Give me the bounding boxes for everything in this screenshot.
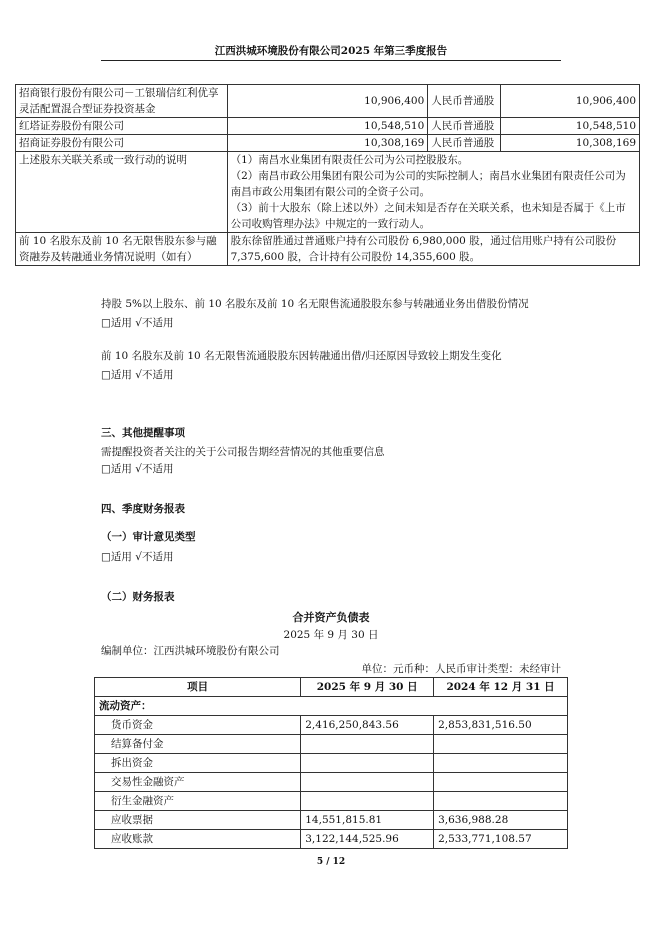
shareholder-table <box>15 84 640 266</box>
table-header-row <box>95 678 568 697</box>
audit-opinion-options: □适用 √不适用 <box>101 551 174 563</box>
value-prior: 2,853,831,516.50 <box>434 716 568 735</box>
share-quantity: 10,308,169 <box>227 135 428 152</box>
relation-label: 上述股东关联关系或一致行动的说明 <box>16 152 228 233</box>
column-header-current: 2025 年 9 月 30 日 <box>301 678 434 697</box>
shareholder-name: 招商银行股份有限公司－工银瑞信红利优享灵活配置混合型证券投资基金 <box>16 85 228 118</box>
share-quantity-by-type: 10,906,400 <box>501 85 640 118</box>
balance-sheet-title: 合并资产负债表 <box>292 611 370 624</box>
relation-description <box>227 152 639 233</box>
table-row <box>95 773 568 792</box>
table-row <box>95 792 568 811</box>
report-header-title: 江西洪城环境股份有限公司2025 年第三季度报告 <box>214 45 448 57</box>
value-prior <box>434 792 568 811</box>
line-item: 交易性金融资产 <box>95 773 301 792</box>
value-current <box>301 735 434 754</box>
share-quantity: 10,906,400 <box>227 85 428 118</box>
page-number: 5 / 12 <box>316 857 346 867</box>
subheading-audit-opinion: （一）审计意见类型 <box>101 531 196 543</box>
margin-trading-description: 股东徐留胜通过普通账户持有公司股份 6,980,000 股，通过信用账户持有公司股份 7,375,600 股，合计持有公司股份 14,355,600 股。 <box>227 233 639 266</box>
table-row <box>16 85 640 118</box>
share-type: 人民币普通股 <box>428 118 501 135</box>
line-item: 结算备付金 <box>95 735 301 754</box>
change-disclosure-options: □适用 √不适用 <box>101 369 174 381</box>
value-prior: 3,636,988.28 <box>434 811 568 830</box>
preparing-unit: 编制单位：江西洪城环境股份有限公司 <box>101 645 280 657</box>
share-quantity-by-type: 10,548,510 <box>501 118 640 135</box>
column-header-item: 项目 <box>95 678 301 697</box>
other-reminders-options: □适用 √不适用 <box>101 463 174 475</box>
table-row <box>95 697 568 716</box>
section-label-current-assets: 流动资产： <box>95 697 568 716</box>
shareholder-name: 红塔证券股份有限公司 <box>16 118 228 135</box>
table-row <box>95 716 568 735</box>
value-prior <box>434 735 568 754</box>
section-heading-other-reminders: 三、其他提醒事项 <box>101 427 185 439</box>
line-item: 应收账款 <box>95 830 301 849</box>
subheading-financial-statements: （二）财务报表 <box>101 591 175 603</box>
line-item: 货币资金 <box>95 716 301 735</box>
value-prior <box>434 754 568 773</box>
table-row <box>95 754 568 773</box>
margin-trading-label: 前 10 名股东及前 10 名无限售股东参与融资融券及转融通业务情况说明（如有） <box>16 233 228 266</box>
section-heading-financial-statements: 四、季度财务报表 <box>101 503 185 515</box>
lending-disclosure-text: 持股 5%以上股东、前 10 名股东及前 10 名无限售流通股股东参与转融通业务出借股份情况 <box>101 298 529 310</box>
value-current <box>301 773 434 792</box>
change-disclosure-text: 前 10 名股东及前 10 名无限售流通股股东因转融通出借/归还原因导致较上期发生变化 <box>101 350 502 362</box>
relation-line: （1）南昌水业集团有限责任公司为公司控股股东。 <box>230 154 469 166</box>
relation-line: （2）南昌市政公用集团有限公司为公司的实际控制人；南昌水业集团有限责任公司为南昌市政公用集团有限公司的全资子公司。 <box>230 170 626 198</box>
share-type: 人民币普通股 <box>428 85 501 118</box>
table-row <box>95 735 568 754</box>
value-current: 3,122,144,525.96 <box>301 830 434 849</box>
column-header-prior: 2024 年 12 月 31 日 <box>434 678 568 697</box>
unit-currency-audit: 单位：元币种：人民币审计类型：未经审计 <box>361 663 561 675</box>
shareholder-name: 招商证券股份有限公司 <box>16 135 228 152</box>
share-type: 人民币普通股 <box>428 135 501 152</box>
value-current: 2,416,250,843.56 <box>301 716 434 735</box>
value-prior: 2,533,771,108.57 <box>434 830 568 849</box>
table-row <box>16 152 640 233</box>
value-current <box>301 792 434 811</box>
table-row <box>95 811 568 830</box>
balance-sheet-date: 2025 年 9 月 30 日 <box>283 629 379 641</box>
value-prior <box>434 773 568 792</box>
header-divider <box>101 60 561 61</box>
line-item: 衍生金融资产 <box>95 792 301 811</box>
table-row <box>16 135 640 152</box>
value-current <box>301 754 434 773</box>
line-item: 应收票据 <box>95 811 301 830</box>
value-current: 14,551,815.81 <box>301 811 434 830</box>
table-row <box>16 233 640 266</box>
lending-disclosure-options: □适用 √不适用 <box>101 317 174 329</box>
relation-line: （3）前十大股东（除上述以外）之间未知是否存在关联关系，也未知是否属于《上市公司收购管理办法》中规定的一致行动人。 <box>230 202 626 230</box>
table-row <box>95 830 568 849</box>
line-item: 拆出资金 <box>95 754 301 773</box>
table-row <box>16 118 640 135</box>
other-reminders-text: 需提醒投资者关注的关于公司报告期经营情况的其他重要信息 <box>101 446 385 458</box>
share-quantity: 10,548,510 <box>227 118 428 135</box>
balance-sheet-table <box>94 677 568 849</box>
share-quantity-by-type: 10,308,169 <box>501 135 640 152</box>
